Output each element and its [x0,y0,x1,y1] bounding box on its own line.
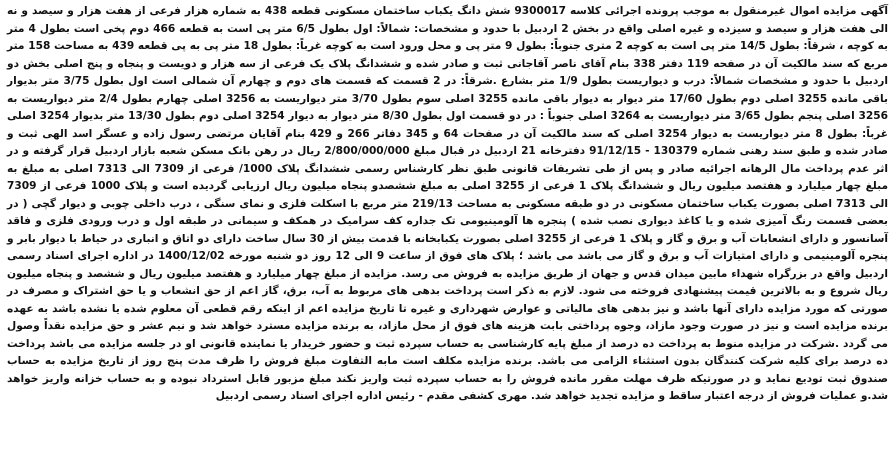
notice-body-text: آگهی مزایده اموال غیرمنقول به موجب پرونده اجرائی کلاسه 9300017 شش دانگ یکباب ساختمان مسکونی قطعه 438 به شماره هزار فرعی از هفت هزار و سیصد و نه الی هفت هزار و سیصد و سیزده و غیره اصلی واقع در بخش 2 اردبیل با حدود و مشخصات: شمالاً: اول بطول 6/5 متر پی است به قطعه 466 دوم پخی است بطول 4 متر به کوچه ، شرقاً: بطول 14/5 متر پی است به کوچه 2 متری جنوباً: بطول 9 متر پی و محل ورود است به کوچه غرباً: بطول 18 متر پی به پی قطعه 439 به مساحت 158 متر مربع که سند مالکیت آن در صفحه 119 دفتر 338 بنام آقای ناصر آقاجانی ثبت و صادر شده و ششدانگ پلاک یک فرعی از سه هزار و دویست و پنجاه و پنج اصلی بخش دو اردبیل با حدود و مشخصات شمالاً: درب و دیواریست بطول 1/9 متر بشارع .شرقاً: در 2 قسمت که قسمت های دوم و چهارم آن شمالی است اول بطول 3/75 متر بدیوار باقی مانده 3255 اصلی دوم بطول 17/60 متر دیوار به دیوار باقی مانده 3255 اصلی سوم بطول 3/70 متر دیواریست به 3256 اصلی چهارم بطول 2/4 متر دیواریست به 3256 اصلی پنجم بطول 3/65 متر دیواریست به 3264 اصلی جنوباً : در دو قسمت اول بطول 8/30 متر دیوار به دیوار 3254 اصلی دوم بطول 13/30 متر بدیوار 3254 اصلی غرباً: بطول 8 متر دیواریست به دیوار 3254 اصلی که سند مالکیت آن در صفحات 64 و 345 دفاتر 266 و 429 بنام آقایان مرتضی رسول زاده و عسگر اسد الهی ثبت و صادر شده و طبق سند رهنی شماره 130379 - 91/12/15 دفترخانه 21 اردبیل در قبال مبلغ 2/800/000/000 ریال در رهن بانک مسکن شعبه بازار اردبیل قرار گرفته و در اثر عدم پرداخت مال الرهانه اجرائیه صادر و پس از طی تشریفات قانونی طبق نظر کارشناس رسمی ششدانگ پلاک 1000/ فرعی از 7309 الی 7313 اصلی به مبلغ به مبلغ چهار میلیارد و هفتصد میلیون ریال و ششدانگ پلاک 1 فرعی از 3255 اصلی به مبلغ ششصدو پنجاه میلیون ریال ارزیابی گردیده است و پلاک 1000 فرعی از 7309 الی 7313 اصلی بصورت یکباب ساختمان مسکونی در دو طبقه مسکونی به مساحت 219/13 متر مربع با اسکلت فلزی و نمای سنگی ، درب داخلی چوبی و دیوار گچی ( در بعضی قسمت رنگ آمیزی شده و یا کاغذ دیواری نصب شده ) پنجره ها آلومینیومی تک جداره کف سرامیک در همکف و سیمانی در طبقه اول و درب ورودی فلزی و فاقد آسانسور و دارای انشعابات آب و برق و گاز و پلاک 1 فرعی از 3255 اصلی بصورت یکبابخانه با قدمت بیش از 30 سال ساخت دارای دو اتاق و انباری در حیاط با دیوار بابر و پنجره آلومینیمی و دارای امتیازات آب و برق و گاز می باشد می باشد ؛ پلاک های فوق از ساعت 9 الی 12 روز دو شنبه مورخه 1400/12/02 در اداره اجرای اسناد رسمی اردبیل واقع در بزرگراه شهداء مابین میدان قدس و جهان از طریق مزایده به فروش می رسد. مزایده از مبلغ چهار میلیارد و هفتصد میلیون ریال و ششصد و پنجاه میلیون ریال شروع و به بالاترین قیمت پیشنهادی فروخته می شود. لازم به ذکر است پرداخت بدهی های مربوط به آب، برق، گاز اعم از حق انشعاب و یا حق اشتراک و مصرف در صورتی که مورد مزایده دارای آنها باشد و نیز بدهی های مالیاتی و عوارض شهرداری و غیره تا تاریخ مزایده اعم از اینکه رقم قطعی آن معلوم شده یا نشده باشد به عهده برنده مزایده است و نیز در صورت وجود مازاد، وجوه پرداختی بابت هزینه های فوق از محل مازاد، به برنده مزایده مسترد خواهد شد و نیم عشر و حق مزایده نقداً وصول می گردد .شرکت در مزایده منوط به پرداخت ده درصد از مبلغ پایه کارشناسی به حساب سپرده ثبت و حضور خریدار یا نماینده قانونی او در جلسه مزایده می باشد پرداخت ده درصد برای کلیه شرکت کنندگان بدون استثناء الزامی می باشد. برنده مزایده مکلف است مابه التفاوت مبلغ فروش را ظرف مدت پنج روز از تاریخ مزایده به حساب صندوق ثبت تودیع نماید و در صورتیکه ظرف مهلت مقرر مانده فروش را به حساب سپرده ثبت واریز نکند مبلغ مزبور قابل استرداد نبوده و به حساب خزانه واریز خواهد شد.و عملیات فروش از درجه اعتبار ساقط و مزایده تجدید خواهد شد. مهری کشفی مقدم - رئیس اداره اجرای اسناد رسمی اردبیل [7,5,889,402]
